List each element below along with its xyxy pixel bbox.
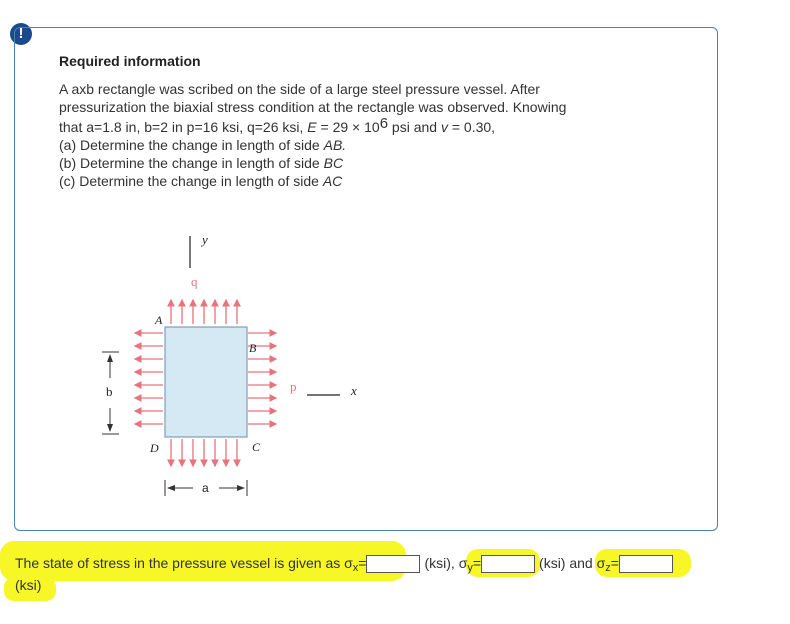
left-arrows — [135, 333, 163, 424]
stress-diagram — [85, 228, 385, 498]
alert-icon: ! — [10, 23, 32, 45]
part-c: (c) Determine the change in length of side AC — [59, 173, 343, 189]
sigma-y-input[interactable] — [481, 555, 535, 573]
problem-statement — [59, 80, 699, 190]
question-text: The state of stress in the pressure vessel is given as σ — [15, 555, 353, 571]
bottom-arrows — [171, 439, 237, 466]
required-info-card — [14, 27, 718, 531]
plate — [165, 327, 247, 437]
sigma-x-input[interactable] — [366, 555, 420, 573]
problem-line: pressurization the biaxial stress condition at the rectangle was observed. Knowing — [59, 99, 567, 115]
label-B: B — [249, 341, 257, 355]
label-D: D — [150, 441, 159, 455]
problem-line: A axb rectangle was scribed on the side of a large steel pressure vessel. After — [59, 81, 540, 97]
top-arrows — [171, 300, 237, 324]
label-y: y — [202, 232, 208, 247]
label-a: a — [202, 481, 209, 495]
part-b: (b) Determine the change in length of side BC — [59, 155, 344, 171]
label-x: x — [351, 383, 357, 398]
sigma-z-input[interactable] — [619, 555, 673, 573]
unit-label: (ksi) — [15, 577, 42, 593]
label-C: C — [252, 440, 261, 454]
label-A: A — [155, 313, 163, 327]
problem-line-given: that a=1.8 in, b=2 in p=16 ksi, q=26 ksi, $E = 29 \times 10^6$ psi and v = 0.30, — [59, 115, 496, 135]
label-b: b — [106, 384, 113, 399]
part-a: (a) Determine the change in length of side AB. — [59, 137, 347, 153]
label-q: q — [191, 274, 198, 289]
label-p: p — [290, 379, 297, 394]
required-info-title: Required information — [59, 53, 201, 69]
question-line: The state of stress in the pressure vessel is given as $\sigma_x= (ksi)$, $\sigma_y= (ksi)$ and $\sigma_z=$ — [15, 551, 673, 580]
